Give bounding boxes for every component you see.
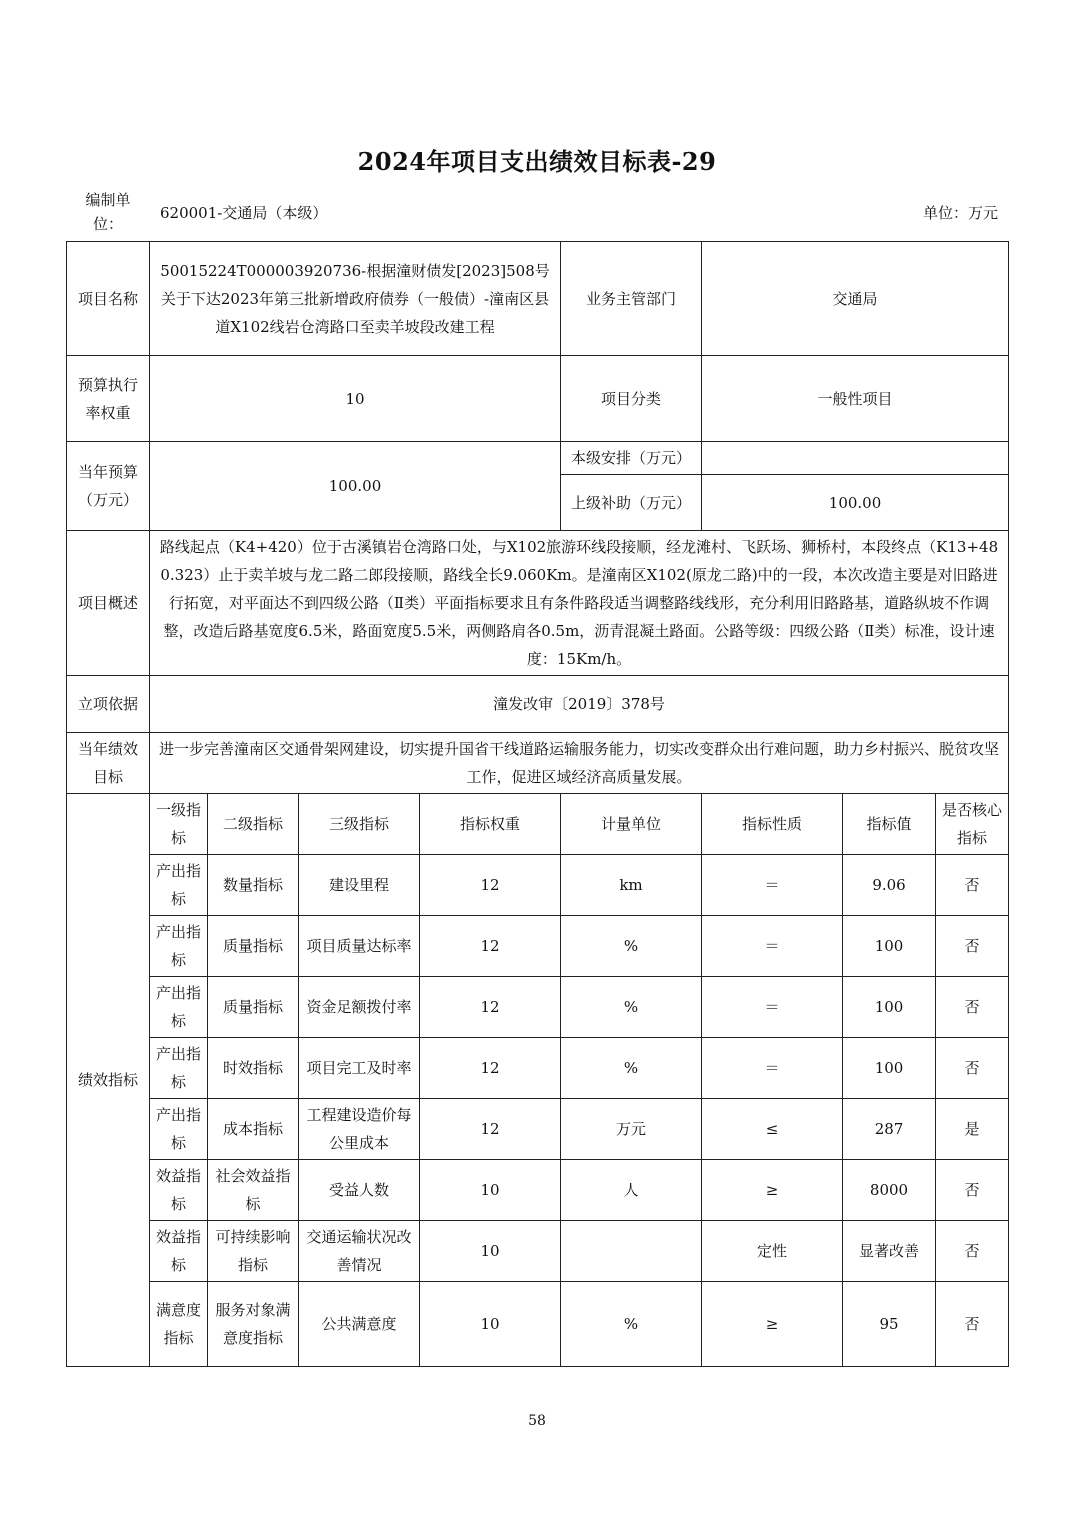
row-weight: 10 xyxy=(420,1221,561,1282)
project-name-value: 50015224T000003920736-根据潼财债发[2023]508号关于下达2023年第三批新增政府债券（一般债）-潼南区县道X102线岩仓湾路口至卖羊坡段改建工程 xyxy=(150,242,561,356)
overview-label: 项目概述 xyxy=(67,531,150,676)
money-unit: 单位：万元 xyxy=(922,204,998,222)
project-name-label: 项目名称 xyxy=(67,242,150,356)
goal-value: 进一步完善潼南区交通骨架网建设，切实提升国省干线道路运输服务能力，切实改变群众出行难问题，助力乡村振兴、脱贫攻坚工作，促进区域经济高质量发展。 xyxy=(150,733,1009,794)
row-level1: 产出指标 xyxy=(150,855,208,916)
row-value: 287 xyxy=(843,1099,936,1160)
local-label: 本级安排（万元） xyxy=(561,442,702,475)
row-core: 是 xyxy=(936,1099,1009,1160)
weight-label: 预算执行率权重 xyxy=(67,356,150,442)
row-level1: 效益指标 xyxy=(150,1160,208,1221)
row-level2: 质量指标 xyxy=(208,977,299,1038)
page-title: 2024年项目支出绩效目标表-29 xyxy=(357,147,717,176)
table-row xyxy=(67,916,1009,977)
header-level3: 三级指标 xyxy=(299,794,420,855)
row-unit: 人 xyxy=(561,1160,702,1221)
row-weight: 10 xyxy=(420,1160,561,1221)
row-level2: 可持续影响指标 xyxy=(208,1221,299,1282)
budget-label: 当年预算（万元） xyxy=(67,442,150,531)
row-level1: 产出指标 xyxy=(150,1099,208,1160)
row-value: 显著改善 xyxy=(843,1221,936,1282)
header-nature: 指标性质 xyxy=(702,794,843,855)
row-level3: 工程建设造价每公里成本 xyxy=(299,1099,420,1160)
row-level3: 项目完工及时率 xyxy=(299,1038,420,1099)
row-level1: 效益指标 xyxy=(150,1221,208,1282)
category-value: 一般性项目 xyxy=(702,356,1009,442)
performance-table xyxy=(66,241,1009,1367)
table-row xyxy=(67,977,1009,1038)
row-weight: 12 xyxy=(420,1099,561,1160)
row-value: 100 xyxy=(843,977,936,1038)
row-nature: 定性 xyxy=(702,1221,843,1282)
row-level2: 数量指标 xyxy=(208,855,299,916)
weight-row xyxy=(67,356,1009,442)
row-nature: ＝ xyxy=(702,855,843,916)
header-weight: 指标权重 xyxy=(420,794,561,855)
indicator-header-row xyxy=(67,794,1009,855)
row-core: 否 xyxy=(936,855,1009,916)
header-value: 指标值 xyxy=(843,794,936,855)
row-nature: ＝ xyxy=(702,1038,843,1099)
row-level2: 时效指标 xyxy=(208,1038,299,1099)
row-core: 否 xyxy=(936,1282,1009,1367)
row-nature: ≤ xyxy=(702,1099,843,1160)
dept-value: 交通局 xyxy=(702,242,1009,356)
overview-row xyxy=(67,531,1009,676)
row-level3: 受益人数 xyxy=(299,1160,420,1221)
local-value xyxy=(702,442,1009,475)
basis-label: 立项依据 xyxy=(67,676,150,733)
category-label: 项目分类 xyxy=(561,356,702,442)
goal-row xyxy=(67,733,1009,794)
row-level1: 产出指标 xyxy=(150,916,208,977)
table-row xyxy=(67,855,1009,916)
row-level2: 社会效益指标 xyxy=(208,1160,299,1221)
table-row xyxy=(67,1038,1009,1099)
row-value: 9.06 xyxy=(843,855,936,916)
row-weight: 10 xyxy=(420,1282,561,1367)
header-level1: 一级指标 xyxy=(150,794,208,855)
basis-value: 潼发改审〔2019〕378号 xyxy=(150,676,1009,733)
row-level3: 资金足额拨付率 xyxy=(299,977,420,1038)
row-unit xyxy=(561,1221,702,1282)
dept-label: 业务主管部门 xyxy=(561,242,702,356)
row-core: 否 xyxy=(936,1038,1009,1099)
project-name-row xyxy=(67,242,1009,356)
upper-label: 上级补助（万元） xyxy=(561,475,702,531)
row-core: 否 xyxy=(936,916,1009,977)
unit-value: 620001-交通局（本级） xyxy=(160,204,328,222)
row-core: 否 xyxy=(936,1160,1009,1221)
header-unit: 计量单位 xyxy=(561,794,702,855)
budget-value: 100.00 xyxy=(150,442,561,531)
row-weight: 12 xyxy=(420,916,561,977)
row-unit: % xyxy=(561,1282,702,1367)
budget-row xyxy=(67,442,1009,475)
header-core: 是否核心指标 xyxy=(936,794,1009,855)
row-weight: 12 xyxy=(420,855,561,916)
row-unit: % xyxy=(561,977,702,1038)
row-unit: % xyxy=(561,1038,702,1099)
page-number: 58 xyxy=(528,1413,546,1429)
row-value: 100 xyxy=(843,916,936,977)
row-level3: 项目质量达标率 xyxy=(299,916,420,977)
row-value: 100 xyxy=(843,1038,936,1099)
row-level2: 成本指标 xyxy=(208,1099,299,1160)
row-level2: 服务对象满意度指标 xyxy=(208,1282,299,1367)
goal-label: 当年绩效目标 xyxy=(67,733,150,794)
row-value: 8000 xyxy=(843,1160,936,1221)
row-level3: 公共满意度 xyxy=(299,1282,420,1367)
unit-label: 编制单位： xyxy=(85,191,131,233)
table-row xyxy=(67,1160,1009,1221)
weight-value: 10 xyxy=(150,356,561,442)
indicators-label: 绩效指标 xyxy=(67,794,150,1367)
row-weight: 12 xyxy=(420,977,561,1038)
row-level3: 建设里程 xyxy=(299,855,420,916)
header-level2: 二级指标 xyxy=(208,794,299,855)
row-nature: ≥ xyxy=(702,1160,843,1221)
row-level3: 交通运输状况改善情况 xyxy=(299,1221,420,1282)
row-core: 否 xyxy=(936,977,1009,1038)
row-unit: 万元 xyxy=(561,1099,702,1160)
row-nature: ≥ xyxy=(702,1282,843,1367)
row-value: 95 xyxy=(843,1282,936,1367)
row-level1: 产出指标 xyxy=(150,977,208,1038)
table-row xyxy=(67,1282,1009,1367)
overview-value: 路线起点（K4+420）位于古溪镇岩仓湾路口处，与X102旅游环线段接顺，经龙滩村、飞跃场、狮桥村，本段终点（K13+480.323）止于卖羊坡与龙二路二郎段接顺，路线全长9.060Km。是潼南区X102(原龙二路)中的一段，本次改造主要是对旧路进行拓宽，对平面达不到四级公路（Ⅱ类）平面指标要求且有条件路段适当调整路线线形，充分利用旧路路基，道路纵坡不作调整，改造后路基宽度6.5米，路面宽度5.5米，两侧路肩各0.5m，沥青混凝土路面。公路等级：四级公路（Ⅱ类）标准，设计速度：15Km/h。 xyxy=(150,531,1009,676)
row-nature: ＝ xyxy=(702,977,843,1038)
basis-row xyxy=(67,676,1009,733)
row-unit: km xyxy=(561,855,702,916)
row-level1: 产出指标 xyxy=(150,1038,208,1099)
upper-value: 100.00 xyxy=(702,475,1009,531)
row-nature: ＝ xyxy=(702,916,843,977)
table-row xyxy=(67,1099,1009,1160)
row-level2: 质量指标 xyxy=(208,916,299,977)
row-weight: 12 xyxy=(420,1038,561,1099)
row-unit: % xyxy=(561,916,702,977)
row-core: 否 xyxy=(936,1221,1009,1282)
table-row xyxy=(67,1221,1009,1282)
row-level1: 满意度指标 xyxy=(150,1282,208,1367)
